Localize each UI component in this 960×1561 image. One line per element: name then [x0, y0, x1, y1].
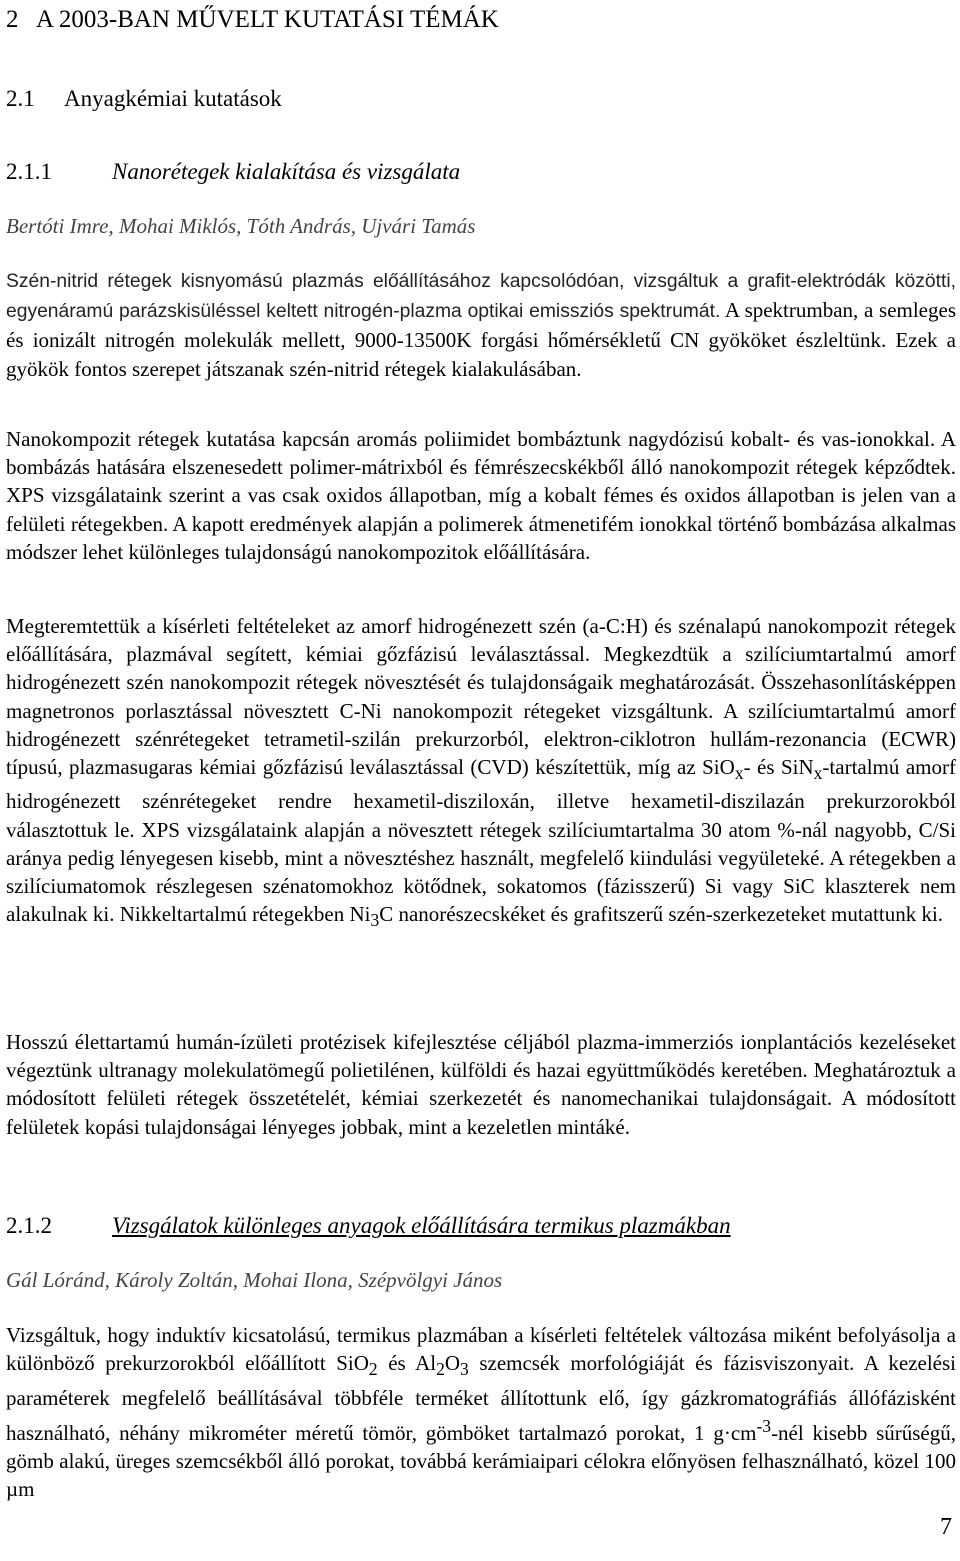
paragraph-4: Hosszú élettartamú humán-ízületi protézisek kifejlesztése céljából plazma-immerziós ionplantációs kezeléseket végeztünk ultranagy molekulatömegű polietilénen, külföldi és hazai együttműködés keretében. Meghatároztuk a módosított felületi rétegek összetételét, kémiai szerkezetét és nanomechanikai tulajdonságait. A módosított felületek kopási tulajdonságai lényeges jobbak, mint a kezeletlen mintáké.	[6, 1030, 956, 1139]
chapter-number: 2	[6, 6, 19, 33]
paragraph-3-part-c: -tartalmú amorf hidrogénezett szénrétegeket rendre hexametil-disziloxán, illetve hexametil-diszilazán prekurzorokból választottuk le. XPS vizsgálataink alapján a növesztett rétegek szilíciumtartalma 30 atom %-nál nagyobb, C/Si aránya pedig lényegesen kisebb, mint a növesztéshez használt, megfelelő kiindulási vegyületeké. A rétegekben a szilíciumatomok részlegesen szénatomokhoz kötődnek, sokatomos (fázisszerű) Si vagy SiC klaszterek nem alakulnak ki. Nikkeltartalmú rétegekben Ni	[6, 755, 956, 927]
page-number: 7	[940, 1514, 952, 1540]
chapter-heading	[6, 4, 499, 36]
section-title: Anyagkémiai kutatások	[64, 86, 282, 111]
authors-1: Bertóti Imre, Mohai Miklós, Tóth András, Ujvári Tamás	[6, 214, 476, 238]
paragraph-1	[6, 266, 956, 383]
paragraph-5-sub-1: 2	[368, 1359, 378, 1380]
paragraph-2: Nanokompozit rétegek kutatása kapcsán aromás poliimidet bombáztunk nagydózisú kobalt- és vas-ionokkal. A bombázás hatására elszenesedett polimer-mátrixból és fémrészecskékből álló nanokompozit rétegek képződtek. XPS vizsgálataink szerint a vas csak oxidos állapotban, míg a kobalt fémes és oxidos állapotban is jelen van a felületi rétegekben. A kapott eredmények alapján a polimerek átmenetifém ionokkal történő bombázása alkalmas módszer lehet különleges tulajdonságú nanokompozitok előállítására.	[6, 427, 956, 564]
paragraph-5-sup: -3	[756, 1415, 772, 1436]
subsection-number-2: 2.1.2	[6, 1213, 52, 1238]
paragraph-5-part-a: Vizsgáltuk, hogy induktív kicsatolású, termikus plazmában a kísérleti feltételek változása miként befolyásolja a különböző prekurzorokból előállított SiO	[6, 1323, 956, 1376]
paragraph-3-sub-1: x	[734, 763, 744, 784]
paragraph-3	[6, 612, 956, 935]
subsection-title-1: Nanorétegek kialakítása és vizsgálata	[112, 159, 461, 184]
chapter-title: A 2003-BAN MŰVELT KUTATÁSI TÉMÁK	[36, 6, 499, 33]
paragraph-5-sub-2: 2	[436, 1359, 445, 1380]
paragraph-3-part-b: - és SiN	[743, 755, 814, 780]
paragraph-3-sub-2: x	[813, 763, 823, 784]
paragraph-3-sub-3: 3	[370, 910, 380, 931]
authors-2: Gál Lóránd, Károly Zoltán, Mohai Ilona, Szépvölgyi János	[6, 1268, 503, 1292]
section-heading	[6, 84, 282, 114]
paragraph-5	[6, 1321, 956, 1503]
paragraph-1-sans-part: Szén-nitrid rétegek kisnyomású plazmás előállításához kapcsolódóan, vizsgáltuk a grafit-elektródák közötti, egyenáramú parázskisüléssel keltett nitrogén-plazma optikai emissziós spektrumát.	[6, 271, 956, 323]
section-number: 2.1	[6, 86, 35, 111]
paragraph-5-part-c: O	[444, 1351, 461, 1376]
subsection-heading-1	[6, 157, 460, 187]
paragraph-5-sub-3: 3	[460, 1359, 469, 1380]
paragraph-3-part-d: C nanorészecskéket és grafitszerű szén-szerkezeteket mutattunk ki.	[379, 902, 944, 927]
paragraph-5-part-b: és Al	[377, 1351, 437, 1376]
subsection-number-1: 2.1.1	[6, 159, 52, 184]
subsection-heading-2	[6, 1211, 731, 1241]
paragraph-5-part-d: szemcsék morfológiáját és fázisviszonyait. A kezelési paraméterek megfelelő beállításával többféle terméket állítottunk elő, így gázkromatográfiás állófázisként használható, néhány mikrométer méretű tömör, gömböket tartalmazó porokat, 1 g·cm	[6, 1351, 956, 1445]
paragraph-5-part-e: -nél kisebb sűrűségű, gömb alakú, üreges szemcsékből álló porokat, továbbá kerámiaipari célokra előnyösen felhasználható, közel 100 µm	[6, 1420, 956, 1502]
subsection-title-2: Vizsgálatok különleges anyagok előállítására termikus plazmákban	[112, 1213, 731, 1238]
paragraph-3-part-a: Megteremtettük a kísérleti feltételeket az amorf hidrogénezett szén (a-C:H) és szénalapú nanokompozit rétegek előállítására, plazmával segített, kémiai gőzfázisú leválasztással. Megkezdtük a szilíciumtartalmú amorf hidrogénezett szén nanokompozit rétegek növesztését és tulajdonságaik meghatározását. Összehasonlításképpen magnetronos porlasztással növesztett C-Ni nanokompozit rétegeket vizsgáltunk. A szilíciumtartalmú amorf hidrogénezett szénrétegeket tetrametil-szilán prekurzorból, elektron-ciklotron hullám-rezonancia (ECWR) típusú, plazmasugaras kémiai gőzfázisú leválasztással (CVD) készítettük, míg az SiO	[6, 614, 956, 780]
paragraph-1-rest: A spektrumban, a semleges és ionizált nitrogén molekulák mellett, 9000-13500K forgási hőmérsékletű CN gyököket észleltünk. Ezek a gyökök fontos szerepet játszanak szén-nitrid rétegek kialakulásában.	[6, 298, 956, 381]
